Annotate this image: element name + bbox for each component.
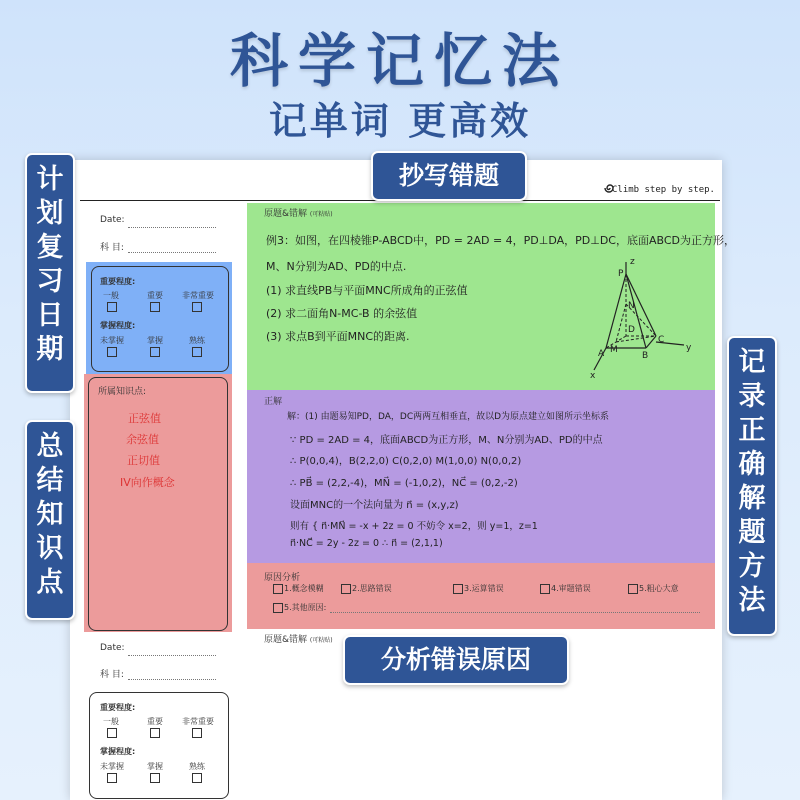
subtitle: 记单词 更高效 [268, 99, 532, 143]
label-y: y [686, 343, 692, 353]
question-line: 例3：如图，在四棱锥P-ABCD中，PD = 2AD = 4，PD⊥DA，PD⊥DC，底面ABCD为正方形， [266, 234, 736, 247]
analysis-checkbox[interactable] [273, 584, 283, 594]
tag-summary: 总结知识点 [25, 420, 75, 620]
importance-option-2: 重要 [147, 717, 163, 726]
edge-nm [616, 304, 626, 342]
tag-analyze-cause: 分析错误原因 [343, 635, 569, 685]
next-question-label: 原题&错解 (可粘贴) [264, 635, 333, 645]
importance-checkbox-normal[interactable] [107, 302, 117, 312]
label-c: C [658, 335, 665, 345]
analysis-option: 2.思路错误 [352, 584, 392, 593]
label-n: N [628, 301, 635, 311]
question-line: M、N分别为AD、PD的中点. [266, 260, 407, 273]
mastery-option: 熟练 [189, 336, 205, 345]
mastery-checkbox-2[interactable] [150, 773, 160, 783]
importance-title-2: 重要程度: [100, 703, 136, 712]
subject-field-2[interactable] [128, 679, 216, 680]
label-b: B [642, 351, 649, 361]
importance-title: 重要程度: [100, 277, 136, 286]
knowledge-item: 正弦值 [128, 412, 161, 425]
importance-option-2: 非常重要 [182, 717, 214, 726]
analysis-checkbox[interactable] [273, 603, 283, 613]
edge-mc [616, 336, 656, 342]
label-x: x [590, 371, 596, 381]
importance-option: 非常重要 [182, 291, 214, 300]
analysis-option: 4.审题错误 [551, 584, 591, 593]
date-label-2: Date: [100, 643, 125, 653]
mastery-checkbox-not[interactable] [107, 347, 117, 357]
date-field-2[interactable] [128, 655, 216, 656]
knowledge-item: 正切值 [127, 454, 160, 467]
solution-line: ∴ P(0,0,4)，B(2,2,0) C(0,2,0) M(1,0,0) N(0,0,2) [290, 456, 522, 467]
other-reason-field[interactable] [330, 612, 700, 613]
edge-pa [606, 274, 626, 348]
mastery-option: 未掌握 [100, 336, 124, 345]
label-a: A [598, 349, 605, 359]
label-p: P [618, 269, 624, 279]
label-z: z [630, 257, 635, 267]
solution-label: 正解 [264, 397, 283, 407]
mastery-title: 掌握程度: [100, 321, 136, 330]
question-line: (1) 求直线PB与平面MNC所成角的正弦值 [266, 284, 468, 297]
edge-bc [646, 336, 656, 348]
mastery-checkbox-2[interactable] [107, 773, 117, 783]
solution-line: 则有 { n⃗·MN⃗ = -x + 2z = 0 不妨令 x=2，则 y=1，z=1 [290, 521, 538, 532]
subject-label-2: 科 目: [100, 670, 124, 680]
pyramid-figure [588, 252, 700, 382]
mastery-checkbox-fluent[interactable] [192, 347, 202, 357]
date-field[interactable] [128, 227, 216, 228]
mastery-option: 掌握 [147, 336, 163, 345]
tag-review-date: 计划复习日期 [25, 153, 75, 393]
subject-label: 科 目: [100, 243, 124, 253]
importance-option: 一般 [103, 291, 119, 300]
importance-option: 重要 [147, 291, 163, 300]
mastery-title-2: 掌握程度: [100, 747, 136, 756]
mastery-checkbox-2[interactable] [192, 773, 202, 783]
mastery-option-2: 未掌握 [100, 762, 124, 771]
analysis-checkbox[interactable] [341, 584, 351, 594]
knowledge-item: IV向作概念 [120, 476, 175, 489]
solution-line: 设面MNC的一个法向量为 n⃗ = (x,y,z) [290, 500, 459, 511]
analysis-option: 1.概念模糊 [284, 584, 324, 593]
importance-checkbox-2[interactable] [150, 728, 160, 738]
mastery-option-2: 掌握 [147, 762, 163, 771]
mastery-option-2: 熟练 [189, 762, 205, 771]
analysis-checkbox[interactable] [540, 584, 550, 594]
importance-checkbox-important[interactable] [150, 302, 160, 312]
analysis-option: 5.其他原因: [284, 603, 327, 612]
question-label: 原题&错解 (可粘贴) [264, 209, 333, 219]
knowledge-item: 余弦值 [126, 433, 159, 446]
main-title: 科学记忆法 [229, 27, 570, 95]
edge-pb [626, 274, 646, 348]
date-label: Date: [100, 215, 125, 225]
subject-field[interactable] [128, 252, 216, 253]
mastery-checkbox-mastered[interactable] [150, 347, 160, 357]
motto-text: Climb step by step. [612, 185, 715, 195]
question-line: (2) 求二面角N-MC-B 的余弦值 [266, 307, 418, 320]
analysis-area [247, 563, 715, 629]
importance-checkbox-2[interactable] [192, 728, 202, 738]
label-m: M [610, 345, 618, 355]
analysis-option: 5.粗心大意 [639, 584, 679, 593]
tag-copy-mistakes: 抄写错题 [371, 151, 527, 201]
solution-line: 解：(1) 由题易知PD，DA，DC两两互相垂直，故以D为原点建立如图所示坐标系 [287, 412, 610, 422]
solution-line: ∴ PB⃗ = (2,2,-4)，MN⃗ = (-1,0,2)，NC⃗ = (0,2,-2) [290, 478, 518, 489]
solution-line: ∵ PD = 2AD = 4，底面ABCD为正方形，M、N分别为AD、PD的中点 [290, 435, 603, 446]
solution-line: n⃗·NC⃗ = 2y - 2z = 0 ∴ n⃗ = (2,1,1) [290, 538, 443, 549]
importance-checkbox-2[interactable] [107, 728, 117, 738]
analysis-option: 3.运算错误 [464, 584, 504, 593]
importance-option-2: 一般 [103, 717, 119, 726]
knowledge-title: 所属知识点: [98, 387, 147, 397]
analysis-checkbox[interactable] [628, 584, 638, 594]
importance-checkbox-very-important[interactable] [192, 302, 202, 312]
analysis-checkbox[interactable] [453, 584, 463, 594]
label-d: D [628, 325, 635, 335]
analysis-label: 原因分析 [264, 573, 301, 583]
question-line: (3) 求点B到平面MNC的距离. [266, 330, 410, 343]
tag-correct-method: 记录正确解题方法 [727, 336, 777, 636]
